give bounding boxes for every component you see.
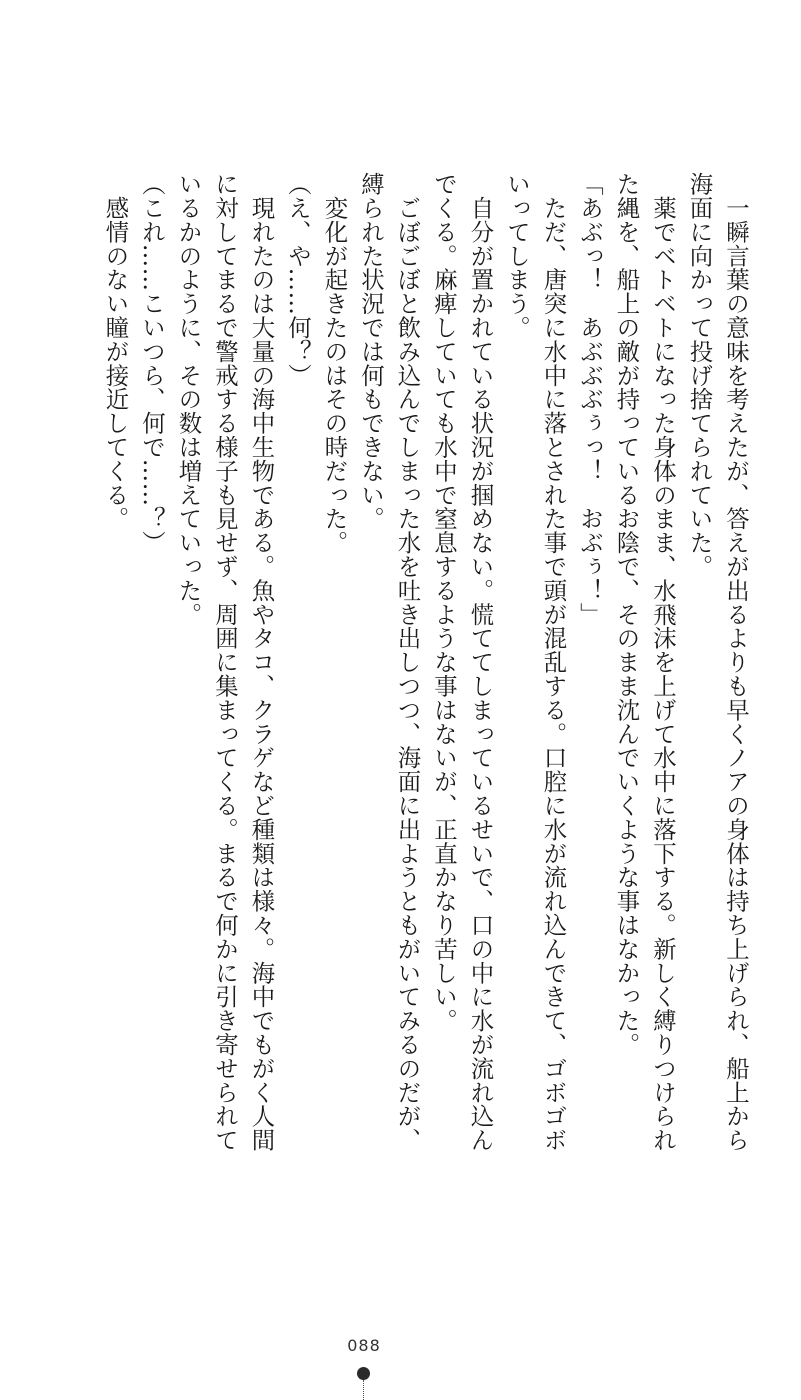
paragraph-6: ごぼごぼと飲み込んでしまった水を吐き出しつつ、海面に出ようともがいてみるのだが、縛られた状況では何もできない。	[357, 172, 422, 1152]
paragraph-2: 薬でベトベトになった身体のまま、水飛沫を上げて水中に落下する。新しく縛りつけられた縄を、船上の敵が持っているお陰で、そのまま沈んでいくような事はなかった。	[612, 172, 677, 1152]
page-marker-dot	[357, 1367, 370, 1380]
vertical-text-body	[48, 172, 754, 1172]
paragraph-9: 現れたのは大量の海中生物である。魚やタコ、クラゲなど種類は様々。海中でもがく人間に対してまるで警戒する様子も見せず、周囲に集まってくる。まるで何かに引き寄せられているかのように、その数は増えていった。	[174, 172, 276, 1152]
paragraph-7: 変化が起きたのはその時だった。	[320, 172, 349, 555]
page-number: 088	[347, 1336, 381, 1355]
paragraph-1: 一瞬言葉の意味を考えたが、答えが出るよりも早くノアの身体は持ち上げられ、船上から海面に向かって投げ捨てられていた。	[685, 172, 750, 1152]
paragraph-11: 感情のない瞳が接近してくる。	[101, 172, 130, 531]
paragraph-4: ただ、唐突に水中に落とされた事で頭が混乱する。口腔に水が流れ込んできて、ゴボゴボいってしまう。	[503, 172, 568, 1152]
paragraph-5: 自分が置かれている状況が掴めない。慌ててしまっているせいで、口の中に水が流れ込んでくる。麻痺していても水中で窒息するような事はないが、正直かなり苦しい。	[430, 172, 495, 1152]
page-marker-line	[363, 1380, 364, 1400]
paragraph-3-dialogue: 「あぶっ！ あぶぶぶぅっ！ おぶぅ！」	[576, 172, 604, 627]
paragraph-10-thought: （これ……こいつら、何で……？）	[138, 172, 166, 555]
paragraph-8-thought: （え、や……何？）	[284, 172, 312, 388]
